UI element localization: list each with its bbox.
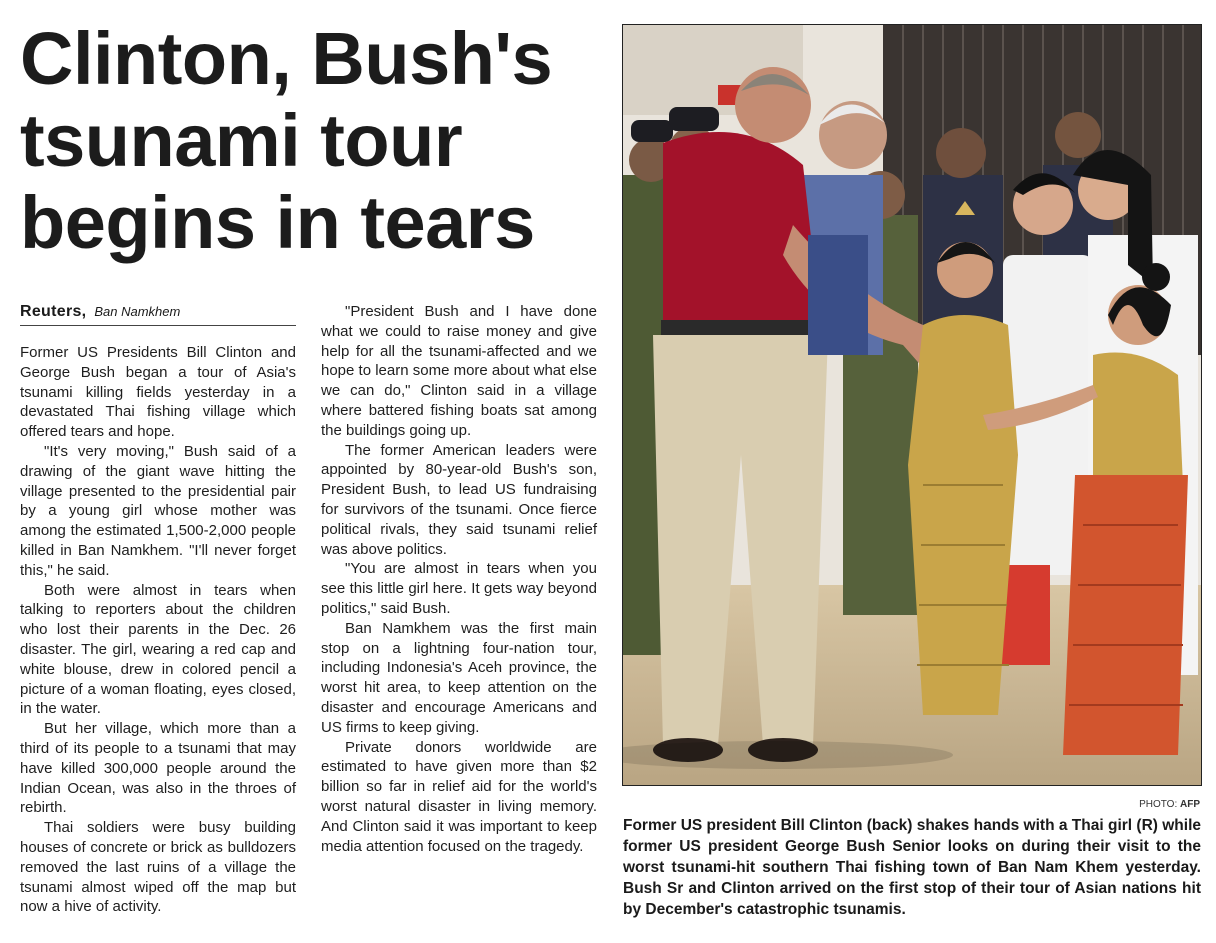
news-photo [622, 24, 1202, 786]
article-column-2 [321, 302, 597, 856]
photo-caption: Former US president Bill Clinton (back) shakes hands with a Thai girl (R) while former US president George Bush Senior looks on during their visit to the worst tsunami-hit southern Thai fishing town of Ban Nam Khem yesterday. Bush Sr and Clinton arrived on the first stop of their tour of Asian nations hit by December's catastrophic tsunamis. [623, 817, 1201, 918]
paragraph: Private donors worldwide are estimated to have given more than $2 billion so far in relief aid for the world's worst natural disaster in living memory. And Clinton said it was important to keep media attention focused on the tragedy. [321, 738, 597, 855]
photo-illustration [623, 25, 1201, 785]
byline-agency: Reuters, [20, 303, 87, 320]
paragraph: Former US Presidents Bill Clinton and George Bush began a tour of Asia's tsunami killing fields yesterday in a devastated Thai fishing village which offered tears and hope. [20, 344, 296, 441]
byline-place: Ban Namkhem [94, 304, 181, 319]
photo-credit-prefix: PHOTO: [1139, 799, 1178, 810]
paragraph: "It's very moving," Bush said of a drawing of the giant wave hitting the village presented to the presidential pair by a young girl whose mother was among the estimated 1,500-2,000 people killed in Ban Namkhem. "I'll never forget this," he said. [20, 442, 296, 579]
headline [20, 18, 600, 264]
byline [20, 303, 296, 326]
photo-credit [1139, 799, 1200, 810]
article-column-1 [20, 343, 296, 917]
paragraph: "You are almost in tears when you see this little girl here. It gets way beyond politics," said Bush. [321, 560, 597, 617]
headline-line-1: Clinton, Bush's [20, 17, 553, 100]
paragraph: The former American leaders were appointed by 80-year-old Bush's son, President Bush, to lead US fundraising for survivors of the tsunami. Once fierce political rivals, they said tsunami relief was above politics. [321, 441, 597, 558]
paragraph: "President Bush and I have done what we could to raise money and give help for all the tsunami-affected and we hope to learn some more about what else we can do," Clinton said in a village where battered fishing boats sat among the buildings going up. [321, 303, 597, 439]
headline-line-3: begins in tears [20, 181, 535, 264]
photo-credit-source: AFP [1180, 799, 1200, 810]
paragraph: Ban Namkhem was the first main stop on a lightning four-nation tour, including Indonesia's Aceh province, the worst hit area, to keep attention on the disaster and encourage Americans and US firms to keep giving. [321, 619, 597, 736]
paragraph: But her village, which more than a third of its people to a tsunami that may have killed 300,000 people around the Indian Ocean, was also in the throes of rebirth. [20, 720, 296, 817]
headline-line-2: tsunami tour [20, 99, 463, 182]
paragraph: Both were almost in tears when talking to reporters about the children who lost their parents in the Dec. 26 disaster. The girl, wearing a red cap and white blouse, drew in colored pencil a picture of a woman floating, eyes closed, in the water. [20, 581, 296, 718]
paragraph: Thai soldiers were busy building houses of concrete or brick as bulldozers removed the last ruins of a village the tsunami almost wiped off the map but now a hive of activity. [20, 819, 296, 916]
